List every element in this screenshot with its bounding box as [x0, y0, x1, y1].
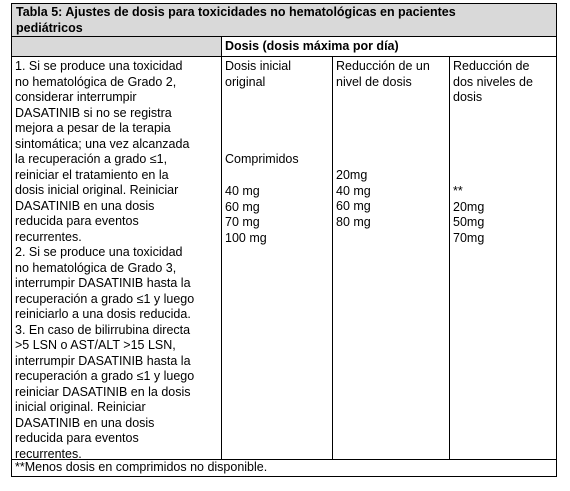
two-level-reduction-header: Reducción de dos niveles de dosis	[453, 59, 533, 104]
dose-header-row	[12, 37, 556, 57]
dose-value: 60 mg	[225, 199, 260, 214]
instructions-text	[15, 59, 218, 462]
instruction-line: 1. Si se produce una toxicidad	[15, 59, 183, 73]
table-title-row	[12, 4, 556, 37]
initial-dose-cell	[222, 57, 333, 459]
two-level-reduction-values	[453, 184, 553, 246]
instruction-line: sintomática; una vez alcanzada	[15, 136, 190, 151]
dose-value: 50mg	[453, 215, 485, 229]
instruction-line: >5 LSN o AST/ALT >15 LSN,	[15, 338, 176, 352]
instruction-line: reiniciarlo a una dosis reducida.	[15, 307, 191, 321]
instruction-line: interrumpir DASATINIB hasta la	[15, 353, 191, 368]
dose-value: 70 mg	[225, 215, 260, 229]
instruction-line: DASATINIB si no se registra	[15, 105, 172, 120]
table-body-row	[12, 57, 556, 460]
instruction-line: reiniciar DASATINIB en la dosis	[15, 384, 191, 399]
dose-value: 70mg	[453, 230, 485, 245]
initial-dose-header: Dosis inicial original	[225, 59, 291, 89]
instruction-line: recuperación a grado ≤1 y luego	[15, 369, 195, 383]
one-level-reduction-values	[336, 168, 446, 230]
instruction-line: considerar interrumpir	[15, 90, 137, 104]
instruction-line: no hematológica de Grado 3,	[15, 260, 177, 275]
instruction-line: reducida para eventos	[15, 214, 139, 228]
instruction-line: mejora a pesar de la terapia	[15, 121, 171, 135]
instruction-line: 3. En caso de bilirrubina directa	[15, 322, 191, 337]
footnote-row	[12, 460, 556, 476]
dose-value: 40 mg	[336, 183, 371, 198]
instruction-line: inicial original. Reiniciar	[15, 400, 146, 414]
instruction-line: recurrentes.	[15, 229, 82, 244]
dose-value: 20mg	[336, 168, 368, 182]
table-title: Tabla 5: Ajustes de dosis para toxicidades no hematológicas en pacientes pediátricos	[16, 5, 456, 35]
header-blank-cell	[12, 37, 222, 56]
instruction-line: interrumpir DASATINIB hasta la	[15, 276, 191, 290]
instruction-line: recuperación a grado ≤1 y luego	[15, 291, 195, 306]
dose-value: **	[453, 184, 463, 198]
dose-value: 100 mg	[225, 230, 267, 245]
instruction-line: dosis inicial original. Reiniciar	[15, 183, 179, 197]
instruction-line: no hematológica de Grado 2,	[15, 74, 177, 89]
instruction-line: DASATINIB en una dosis	[15, 415, 155, 430]
dose-value: 80 mg	[336, 214, 371, 229]
instruction-line: 2. Si se produce una toxicidad	[15, 245, 183, 259]
instruction-line: DASATINIB en una dosis	[15, 198, 155, 213]
dose-value: 40 mg	[225, 184, 260, 198]
one-level-reduction-header: Reducción de un nivel de dosis	[336, 59, 430, 89]
formulation-label: Comprimidos	[225, 152, 299, 166]
instruction-line: reiniciar el tratamiento en la	[15, 167, 169, 182]
dose-value: 20mg	[453, 199, 485, 214]
instruction-line: la recuperación a grado ≤1,	[15, 152, 168, 166]
instruction-line: recurrentes.	[15, 446, 82, 461]
dose-header: Dosis (dosis máxima por día)	[225, 39, 399, 53]
instruction-line: reducida para eventos	[15, 431, 139, 445]
footnote: **Menos dosis en comprimidos no disponible.	[15, 460, 268, 474]
dose-value: 60 mg	[336, 199, 371, 213]
dose-adjustment-table	[11, 3, 557, 477]
one-level-reduction-cell	[333, 57, 450, 459]
two-level-reduction-cell	[450, 57, 556, 459]
initial-dose-values	[225, 184, 329, 246]
instructions-cell	[12, 57, 222, 459]
